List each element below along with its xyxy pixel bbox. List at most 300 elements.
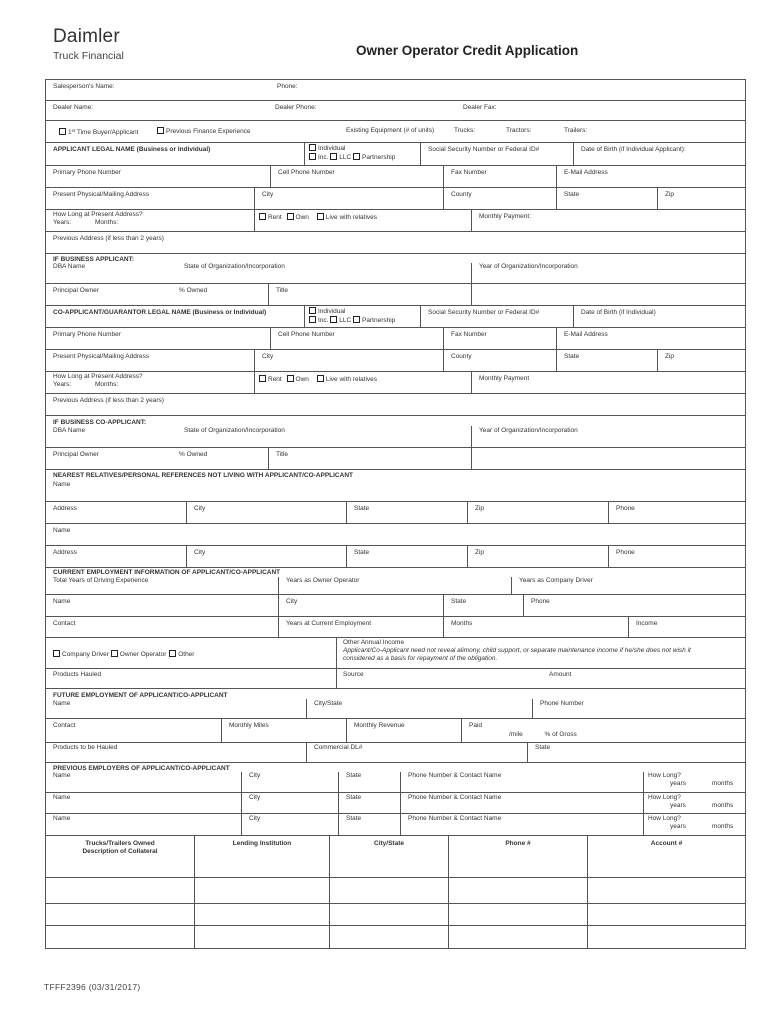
previous-employer-3-state-field[interactable] — [338, 814, 400, 835]
previous-employer-1-state-field[interactable] — [338, 772, 400, 792]
income-amount-label: Amount — [549, 671, 572, 678]
dealer-phone-field[interactable] — [268, 101, 456, 120]
previous-employer-1-state-label: State — [346, 772, 362, 779]
collateral-row-2 — [45, 904, 746, 926]
previous-employer-3-how-long-field[interactable] — [643, 814, 745, 835]
reference-1-name-field[interactable] — [46, 480, 745, 501]
salesperson-name-field[interactable] — [46, 80, 270, 100]
years-owner-operator-field[interactable] — [278, 577, 511, 594]
coapplicant-dba-label: DBA Name — [53, 427, 86, 434]
applicant-city-label: City — [262, 191, 274, 198]
pct-gross-label: % of Gross — [544, 731, 577, 738]
collateral-row-1-city-state-cell[interactable] — [329, 878, 448, 903]
collateral-row-1-phone-cell[interactable] — [448, 878, 587, 903]
applicant-previous-address-row — [45, 232, 746, 254]
coapplicant-city-field[interactable] — [254, 350, 443, 371]
monthly-revenue-field[interactable] — [346, 719, 461, 742]
collateral-city-state-label: City/State — [374, 840, 404, 847]
trailers-label: Trailers: — [564, 127, 588, 134]
applicant-residence-row — [45, 210, 746, 232]
applicant-rent-checkbox[interactable] — [259, 213, 266, 220]
current-employment-heading: CURRENT EMPLOYMENT INFORMATION OF APPLICANT/CO-APPLICANT — [53, 569, 281, 576]
coapplicant-rent-checkbox[interactable] — [259, 375, 266, 382]
applicant-inc-label: Inc. — [318, 154, 329, 161]
coapplicant-phone-row — [45, 328, 746, 350]
reference-1-zip-field[interactable] — [467, 502, 608, 523]
previous-employer-2-contact-label: Phone Number & Contact Name — [408, 794, 502, 801]
future-employment-heading: FUTURE EMPLOYMENT OF APPLICANT/CO-APPLICANT — [53, 692, 228, 699]
reference-2-name-label: Name — [53, 527, 71, 534]
credit-application-form — [45, 79, 746, 949]
previous-employer-1-city-label: City — [249, 772, 261, 779]
coapplicant-monthly-payment-field[interactable] — [471, 372, 745, 393]
previous-employer-2-how-long-field[interactable] — [643, 793, 745, 813]
previous-employer-3-name-field[interactable] — [46, 814, 241, 835]
future-employer-phone-field[interactable] — [532, 699, 745, 718]
applicant-dob-field[interactable] — [573, 143, 745, 165]
coapplicant-partnership-checkbox[interactable] — [353, 316, 360, 323]
applicant-pct-owned-field[interactable] — [172, 284, 268, 305]
form-code: TFFF2396 (03/31/2017) — [44, 982, 141, 992]
coapplicant-principal-owner-field[interactable] — [46, 448, 172, 469]
coapplicant-live-with-relatives-label: Live with relatives — [325, 376, 378, 383]
first-time-buyer-option[interactable]: 1st Time Buyer/Applicant — [59, 127, 138, 137]
employer-phone-field[interactable] — [523, 595, 745, 616]
coapplicant-zip-label: Zip — [665, 353, 675, 360]
business-coapplicant-row — [45, 426, 746, 448]
reference-1-state-label: State — [354, 505, 370, 512]
coapplicant-individual-checkbox[interactable] — [309, 307, 316, 314]
reference-1-name-row — [45, 480, 746, 502]
collateral-account-label: Account # — [650, 840, 683, 847]
applicant-state-label: State — [564, 191, 580, 198]
reference-2-address-row — [45, 546, 746, 568]
previous-employer-1-name-field[interactable] — [46, 772, 241, 792]
coapplicant-how-long-field[interactable] — [46, 372, 254, 393]
applicant-years-label: Years: — [53, 219, 72, 226]
future-employer-phone-label: Phone Number — [540, 700, 584, 707]
owner-operator-checkbox[interactable] — [111, 650, 118, 657]
previous-finance-label: Previous Finance Experience — [166, 128, 251, 135]
previous-employer-2-name-label: Name — [53, 794, 71, 801]
alimony-note-line-1: Applicant/Co-Applicant need not reveal alimony, child support, or separate maintenance income if he/she does not wish it — [343, 647, 691, 654]
dealer-phone-label: Dealer Phone: — [275, 104, 317, 111]
applicant-address-field[interactable] — [46, 188, 254, 209]
reference-1-address-label: Address — [53, 505, 77, 512]
coapplicant-pct-owned-label: % Owned — [179, 451, 208, 458]
first-time-buyer-label: Time Buyer/Applicant — [76, 129, 139, 136]
employment-months-label: Months — [451, 620, 473, 627]
coapplicant-legal-name-label: CO-APPLICANT/GUARANTOR LEGAL NAME (Business or Individual) — [53, 309, 267, 316]
applicant-individual-checkbox[interactable] — [309, 144, 316, 151]
collateral-row-1-lender-cell[interactable] — [194, 878, 329, 903]
reference-2-state-field[interactable] — [346, 546, 467, 567]
collateral-row-3-phone-cell[interactable] — [448, 926, 587, 948]
coapplicant-dba-field[interactable] — [46, 426, 177, 447]
previous-employer-3-contact-label: Phone Number & Contact Name — [408, 815, 502, 822]
coapplicant-email-label: E-Mail Address — [564, 331, 608, 338]
coapplicant-ssn-field[interactable] — [420, 306, 573, 327]
coapplicant-principal-owner-label: Principal Owner — [53, 451, 99, 458]
previous-employer-2-years-label: years — [670, 802, 686, 809]
applicant-llc-label: LLC — [339, 154, 352, 161]
coapplicant-residence-type — [254, 372, 471, 393]
coapplicant-principal-blank — [471, 448, 745, 469]
applicant-title-field[interactable] — [268, 284, 471, 305]
monthly-miles-label: Monthly Miles — [229, 722, 269, 729]
applicant-principal-row — [45, 284, 746, 306]
applicant-year-of-org-label: Year of Organization/Incorporation — [479, 263, 578, 270]
collateral-row-3-description-cell[interactable] — [46, 926, 194, 948]
coapplicant-title-label: Title — [276, 451, 289, 458]
future-employer-row — [45, 699, 746, 719]
income-amount-field[interactable] — [542, 669, 745, 688]
coapplicant-state-of-org-label: State of Organization/Incorporation — [184, 427, 285, 434]
coapplicant-cell-phone-field[interactable] — [270, 328, 443, 349]
collateral-row-3-account-cell[interactable] — [587, 926, 745, 948]
paid-label: Paid — [469, 722, 483, 729]
business-coapplicant-header-row — [45, 416, 746, 426]
previous-employer-1-row — [45, 772, 746, 793]
coapplicant-llc-label: LLC — [339, 317, 352, 324]
current-employment-header-row — [45, 568, 746, 577]
coapplicant-legal-name-field[interactable] — [46, 306, 304, 327]
products-hauled-row — [45, 669, 746, 689]
coapplicant-county-label: County — [451, 353, 472, 360]
applicant-dob-label: Date of Birth (if Individual Applicant): — [581, 146, 686, 153]
applicant-principal-owner-label: Principal Owner — [53, 287, 99, 294]
coapplicant-residence-row — [45, 372, 746, 394]
employer-state-label: State — [451, 598, 467, 605]
driver-type-row — [45, 638, 746, 669]
collateral-description-subheader: Description of Collateral — [82, 848, 158, 855]
products-hauled-field[interactable] — [46, 669, 336, 688]
applicant-primary-phone-field[interactable] — [46, 166, 270, 187]
applicant-principal-owner-field[interactable] — [46, 284, 172, 305]
equipment-row — [45, 121, 746, 143]
previous-employer-2-state-label: State — [346, 794, 362, 801]
tractors-label: Tractors: — [506, 127, 532, 134]
monthly-miles-field[interactable] — [221, 719, 346, 742]
applicant-previous-address-label: Previous Address (if less than 2 years) — [53, 235, 164, 242]
applicant-how-long-field[interactable] — [46, 210, 254, 231]
paid-field[interactable] — [461, 719, 745, 742]
coapplicant-inc-checkbox[interactable] — [309, 316, 316, 323]
applicant-previous-address-field[interactable] — [46, 232, 745, 253]
previous-employer-2-state-field[interactable] — [338, 793, 400, 813]
coapplicant-llc-checkbox[interactable] — [330, 316, 337, 323]
coapplicant-previous-address-label: Previous Address (if less than 2 years) — [53, 397, 164, 404]
future-employer-name-field[interactable] — [46, 699, 306, 718]
previous-employer-1-city-field[interactable] — [241, 772, 338, 792]
income-source-field[interactable] — [336, 669, 542, 688]
applicant-fax-field[interactable] — [443, 166, 556, 187]
coapplicant-year-of-org-label: Year of Organization/Incorporation — [479, 427, 578, 434]
collateral-trucks-owned-header: Trucks/Trailers Owned — [85, 840, 155, 847]
collateral-lending-institution-header — [194, 836, 329, 877]
previous-employer-3-row — [45, 814, 746, 836]
applicant-title-label: Title — [276, 287, 289, 294]
applicant-entity-type — [304, 143, 420, 165]
previous-employer-1-years-label: years — [670, 780, 686, 787]
coapplicant-primary-phone-field[interactable] — [46, 328, 270, 349]
business-applicant-header-row — [45, 254, 746, 263]
applicant-ssn-label: Social Security Number or Federal ID# — [428, 146, 540, 153]
income-source-label: Source — [343, 671, 364, 678]
applicant-zip-field[interactable] — [657, 188, 745, 209]
years-current-employment-field[interactable] — [278, 617, 443, 637]
coapplicant-pct-owned-field[interactable] — [172, 448, 268, 469]
collateral-lending-institution-label: Lending Institution — [232, 840, 292, 847]
applicant-email-label: E-Mail Address — [564, 169, 608, 176]
reference-2-name-field[interactable] — [46, 524, 745, 545]
reference-2-city-field[interactable] — [186, 546, 346, 567]
previous-employer-1-contact-field[interactable] — [400, 772, 643, 792]
reference-2-address-label: Address — [53, 549, 77, 556]
owner-operator-label: Owner Operator — [119, 651, 167, 658]
previous-employer-3-contact-field[interactable] — [400, 814, 643, 835]
trucks-label: Trucks: — [454, 127, 476, 134]
previous-finance-option[interactable] — [157, 127, 251, 136]
collateral-row-2-city-state-cell[interactable] — [329, 904, 448, 925]
future-products-row — [45, 743, 746, 763]
applicant-monthly-payment-field[interactable] — [471, 210, 745, 231]
coapplicant-monthly-payment-label: Monthly Payment — [479, 375, 530, 382]
employment-income-label: Income — [636, 620, 658, 627]
years-company-driver-label: Years as Company Driver — [519, 577, 593, 584]
coapplicant-years-label: Years: — [53, 381, 72, 388]
future-revenue-row — [45, 719, 746, 743]
monthly-revenue-label: Monthly Revenue — [354, 722, 405, 729]
dealer-row — [45, 101, 746, 121]
years-company-driver-field[interactable] — [511, 577, 745, 594]
salesperson-phone-field[interactable] — [270, 80, 745, 100]
applicant-rent-label: Rent — [268, 214, 282, 221]
business-coapplicant-heading: IF BUSINESS CO-APPLICANT: — [53, 419, 147, 426]
applicant-partnership-label: Partnership — [362, 154, 396, 161]
coapplicant-address-field[interactable] — [46, 350, 254, 371]
reference-2-zip-label: Zip — [475, 549, 485, 556]
first-time-buyer-sup: st — [71, 128, 76, 133]
coapplicant-email-field[interactable] — [556, 328, 745, 349]
employer-name-label: Name — [53, 598, 71, 605]
previous-employers-header-row — [45, 763, 746, 772]
collateral-row-2-lender-cell[interactable] — [194, 904, 329, 925]
commercial-dl-state-field[interactable] — [527, 743, 745, 762]
reference-2-city-label: City — [194, 549, 206, 556]
reference-2-name-row — [45, 524, 746, 546]
applicant-primary-phone-label: Primary Phone Number — [53, 169, 121, 176]
reference-1-address-row — [45, 502, 746, 524]
coapplicant-state-label: State — [564, 353, 580, 360]
collateral-header-row — [45, 836, 746, 878]
salesperson-name-label: Salesperson's Name: — [53, 83, 115, 90]
collateral-row-2-account-cell[interactable] — [587, 904, 745, 925]
coapplicant-own-label: Own — [295, 376, 309, 383]
previous-employer-2-row — [45, 793, 746, 814]
previous-employer-3-months-label: months — [711, 823, 734, 830]
applicant-cell-phone-field[interactable] — [270, 166, 443, 187]
collateral-row-1-description-cell[interactable] — [46, 878, 194, 903]
coapplicant-previous-address-field[interactable] — [46, 394, 745, 415]
previous-employer-1-name-label: Name — [53, 772, 71, 779]
references-header-row — [45, 470, 746, 480]
first-time-buyer-checkbox[interactable] — [59, 128, 66, 135]
applicant-live-with-relatives-checkbox[interactable] — [317, 213, 324, 220]
salesperson-row — [45, 79, 746, 101]
coapplicant-county-field[interactable] — [443, 350, 556, 371]
employer-phone-label: Phone — [531, 598, 550, 605]
applicant-year-of-org-field[interactable] — [471, 263, 745, 283]
previous-employer-2-how-long-label: How Long? — [648, 794, 681, 801]
future-employment-header-row — [45, 689, 746, 699]
future-employer-city-state-field[interactable] — [306, 699, 532, 718]
collateral-row-3 — [45, 926, 746, 949]
coapplicant-state-of-org-field[interactable] — [177, 426, 471, 447]
collateral-row-1-account-cell[interactable] — [587, 878, 745, 903]
collateral-city-state-header — [329, 836, 448, 877]
previous-finance-checkbox[interactable] — [157, 127, 164, 134]
future-contact-field[interactable] — [46, 719, 221, 742]
reference-2-state-label: State — [354, 549, 370, 556]
other-annual-income-field[interactable] — [336, 638, 745, 668]
collateral-row-3-lender-cell[interactable] — [194, 926, 329, 948]
coapplicant-months-label: Months: — [95, 381, 119, 388]
commercial-dl-field[interactable] — [306, 743, 527, 762]
previous-employer-2-name-field[interactable] — [46, 793, 241, 813]
applicant-live-with-relatives-label: Live with relatives — [325, 214, 378, 221]
applicant-legal-name-label: APPLICANT LEGAL NAME (Business or Individual) — [53, 146, 211, 153]
coapplicant-individual-label: Individual — [318, 308, 346, 315]
previous-employer-2-months-label: months — [711, 802, 734, 809]
applicant-county-field[interactable] — [443, 188, 556, 209]
other-driver-checkbox[interactable] — [169, 650, 176, 657]
dealer-fax-field[interactable] — [456, 101, 745, 120]
form-title: Owner Operator Credit Application — [356, 43, 579, 58]
applicant-own-label: Own — [295, 214, 309, 221]
applicant-state-of-org-field[interactable] — [177, 263, 471, 283]
coapplicant-zip-field[interactable] — [657, 350, 745, 371]
commercial-dl-state-label: State — [535, 744, 551, 751]
coapplicant-live-with-relatives-checkbox[interactable] — [317, 375, 324, 382]
dealer-name-label: Dealer Name: — [53, 104, 94, 111]
previous-employer-2-contact-field[interactable] — [400, 793, 643, 813]
coapplicant-fax-label: Fax Number — [451, 331, 487, 338]
applicant-how-long-label: How Long at Present Address? — [53, 211, 143, 218]
applicant-email-field[interactable] — [556, 166, 745, 187]
collateral-row-2-phone-cell[interactable] — [448, 904, 587, 925]
commercial-dl-label: Commercial DL# — [314, 744, 363, 751]
reference-1-city-label: City — [194, 505, 206, 512]
collateral-account-header — [587, 836, 745, 877]
previous-employer-1-how-long-field[interactable] — [643, 772, 745, 792]
collateral-phone-label: Phone # — [505, 840, 531, 847]
driver-type-options — [46, 638, 336, 668]
previous-employer-2-city-field[interactable] — [241, 793, 338, 813]
reference-1-state-field[interactable] — [346, 502, 467, 523]
employment-income-field[interactable] — [628, 617, 745, 637]
reference-1-address-field[interactable] — [46, 502, 186, 523]
reference-2-phone-field[interactable] — [608, 546, 745, 567]
employer-contact-label: Contact — [53, 620, 76, 627]
applicant-cell-phone-label: Cell Phone Number — [278, 169, 335, 176]
applicant-name-row — [45, 143, 746, 166]
coapplicant-name-row — [45, 306, 746, 328]
coapplicant-state-field[interactable] — [556, 350, 657, 371]
applicant-address-label: Present Physical/Mailing Address — [53, 191, 150, 198]
reference-1-city-field[interactable] — [186, 502, 346, 523]
applicant-partnership-checkbox[interactable] — [353, 153, 360, 160]
coapplicant-year-of-org-field[interactable] — [471, 426, 745, 447]
employer-name-field[interactable] — [46, 595, 278, 616]
alimony-note-line-2: considered as a basis for repayment of the obligation. — [343, 655, 498, 662]
company-driver-checkbox[interactable] — [53, 650, 60, 657]
applicant-monthly-payment-label: Monthly Payment: — [479, 213, 532, 220]
business-applicant-row — [45, 263, 746, 284]
reference-1-phone-label: Phone — [616, 505, 635, 512]
years-current-employment-label: Years at Current Employment — [286, 620, 372, 627]
applicant-dba-label: DBA Name — [53, 263, 86, 270]
products-to-be-hauled-field[interactable] — [46, 743, 306, 762]
coapplicant-fax-field[interactable] — [443, 328, 556, 349]
applicant-individual-label: Individual — [318, 145, 346, 152]
future-contact-label: Contact — [53, 722, 76, 729]
products-to-be-hauled-label: Products to be Hauled — [53, 744, 118, 751]
future-employer-name-label: Name — [53, 700, 71, 707]
applicant-own-checkbox[interactable] — [287, 213, 294, 220]
applicant-state-of-org-label: State of Organization/Incorporation — [184, 263, 285, 270]
reference-1-phone-field[interactable] — [608, 502, 745, 523]
previous-employers-heading: PREVIOUS EMPLOYERS OF APPLICANT/CO-APPLICANT — [53, 765, 230, 772]
previous-employer-3-how-long-label: How Long? — [648, 815, 681, 822]
coapplicant-dob-label: Date of Birth (if Individual) — [581, 309, 656, 316]
previous-employer-3-name-label: Name — [53, 815, 71, 822]
applicant-dba-field[interactable] — [46, 263, 177, 283]
employer-state-field[interactable] — [443, 595, 523, 616]
applicant-state-field[interactable] — [556, 188, 657, 209]
employment-months-field[interactable] — [443, 617, 628, 637]
reference-2-address-field[interactable] — [46, 546, 186, 567]
applicant-county-label: County — [451, 191, 472, 198]
applicant-legal-name-field[interactable] — [46, 143, 304, 165]
previous-employer-3-city-field[interactable] — [241, 814, 338, 835]
existing-equipment-label: Existing Equipment (# of units) — [346, 127, 435, 134]
collateral-row-2-description-cell[interactable] — [46, 904, 194, 925]
reference-2-zip-field[interactable] — [467, 546, 608, 567]
collateral-row-1 — [45, 878, 746, 904]
applicant-city-field[interactable] — [254, 188, 443, 209]
previous-employer-3-state-label: State — [346, 815, 362, 822]
employer-contact-field[interactable] — [46, 617, 278, 637]
applicant-ssn-field[interactable] — [420, 143, 573, 165]
coapplicant-how-long-label: How Long at Present Address? — [53, 373, 143, 380]
reference-1-zip-label: Zip — [475, 505, 485, 512]
coapplicant-principal-row — [45, 448, 746, 470]
employer-city-field[interactable] — [278, 595, 443, 616]
applicant-inc-checkbox[interactable] — [309, 153, 316, 160]
previous-employer-2-city-label: City — [249, 794, 261, 801]
coapplicant-dob-field[interactable] — [573, 306, 745, 327]
dealer-name-field[interactable] — [46, 101, 268, 120]
coapplicant-title-field[interactable] — [268, 448, 471, 469]
coapplicant-own-checkbox[interactable] — [287, 375, 294, 382]
applicant-llc-checkbox[interactable] — [330, 153, 337, 160]
collateral-row-3-city-state-cell[interactable] — [329, 926, 448, 948]
other-annual-income-label: Other Annual Income — [343, 639, 405, 646]
future-employer-city-state-label: City/State — [314, 700, 343, 707]
total-years-driving-field[interactable] — [46, 577, 278, 594]
collateral-description-header — [46, 836, 194, 877]
